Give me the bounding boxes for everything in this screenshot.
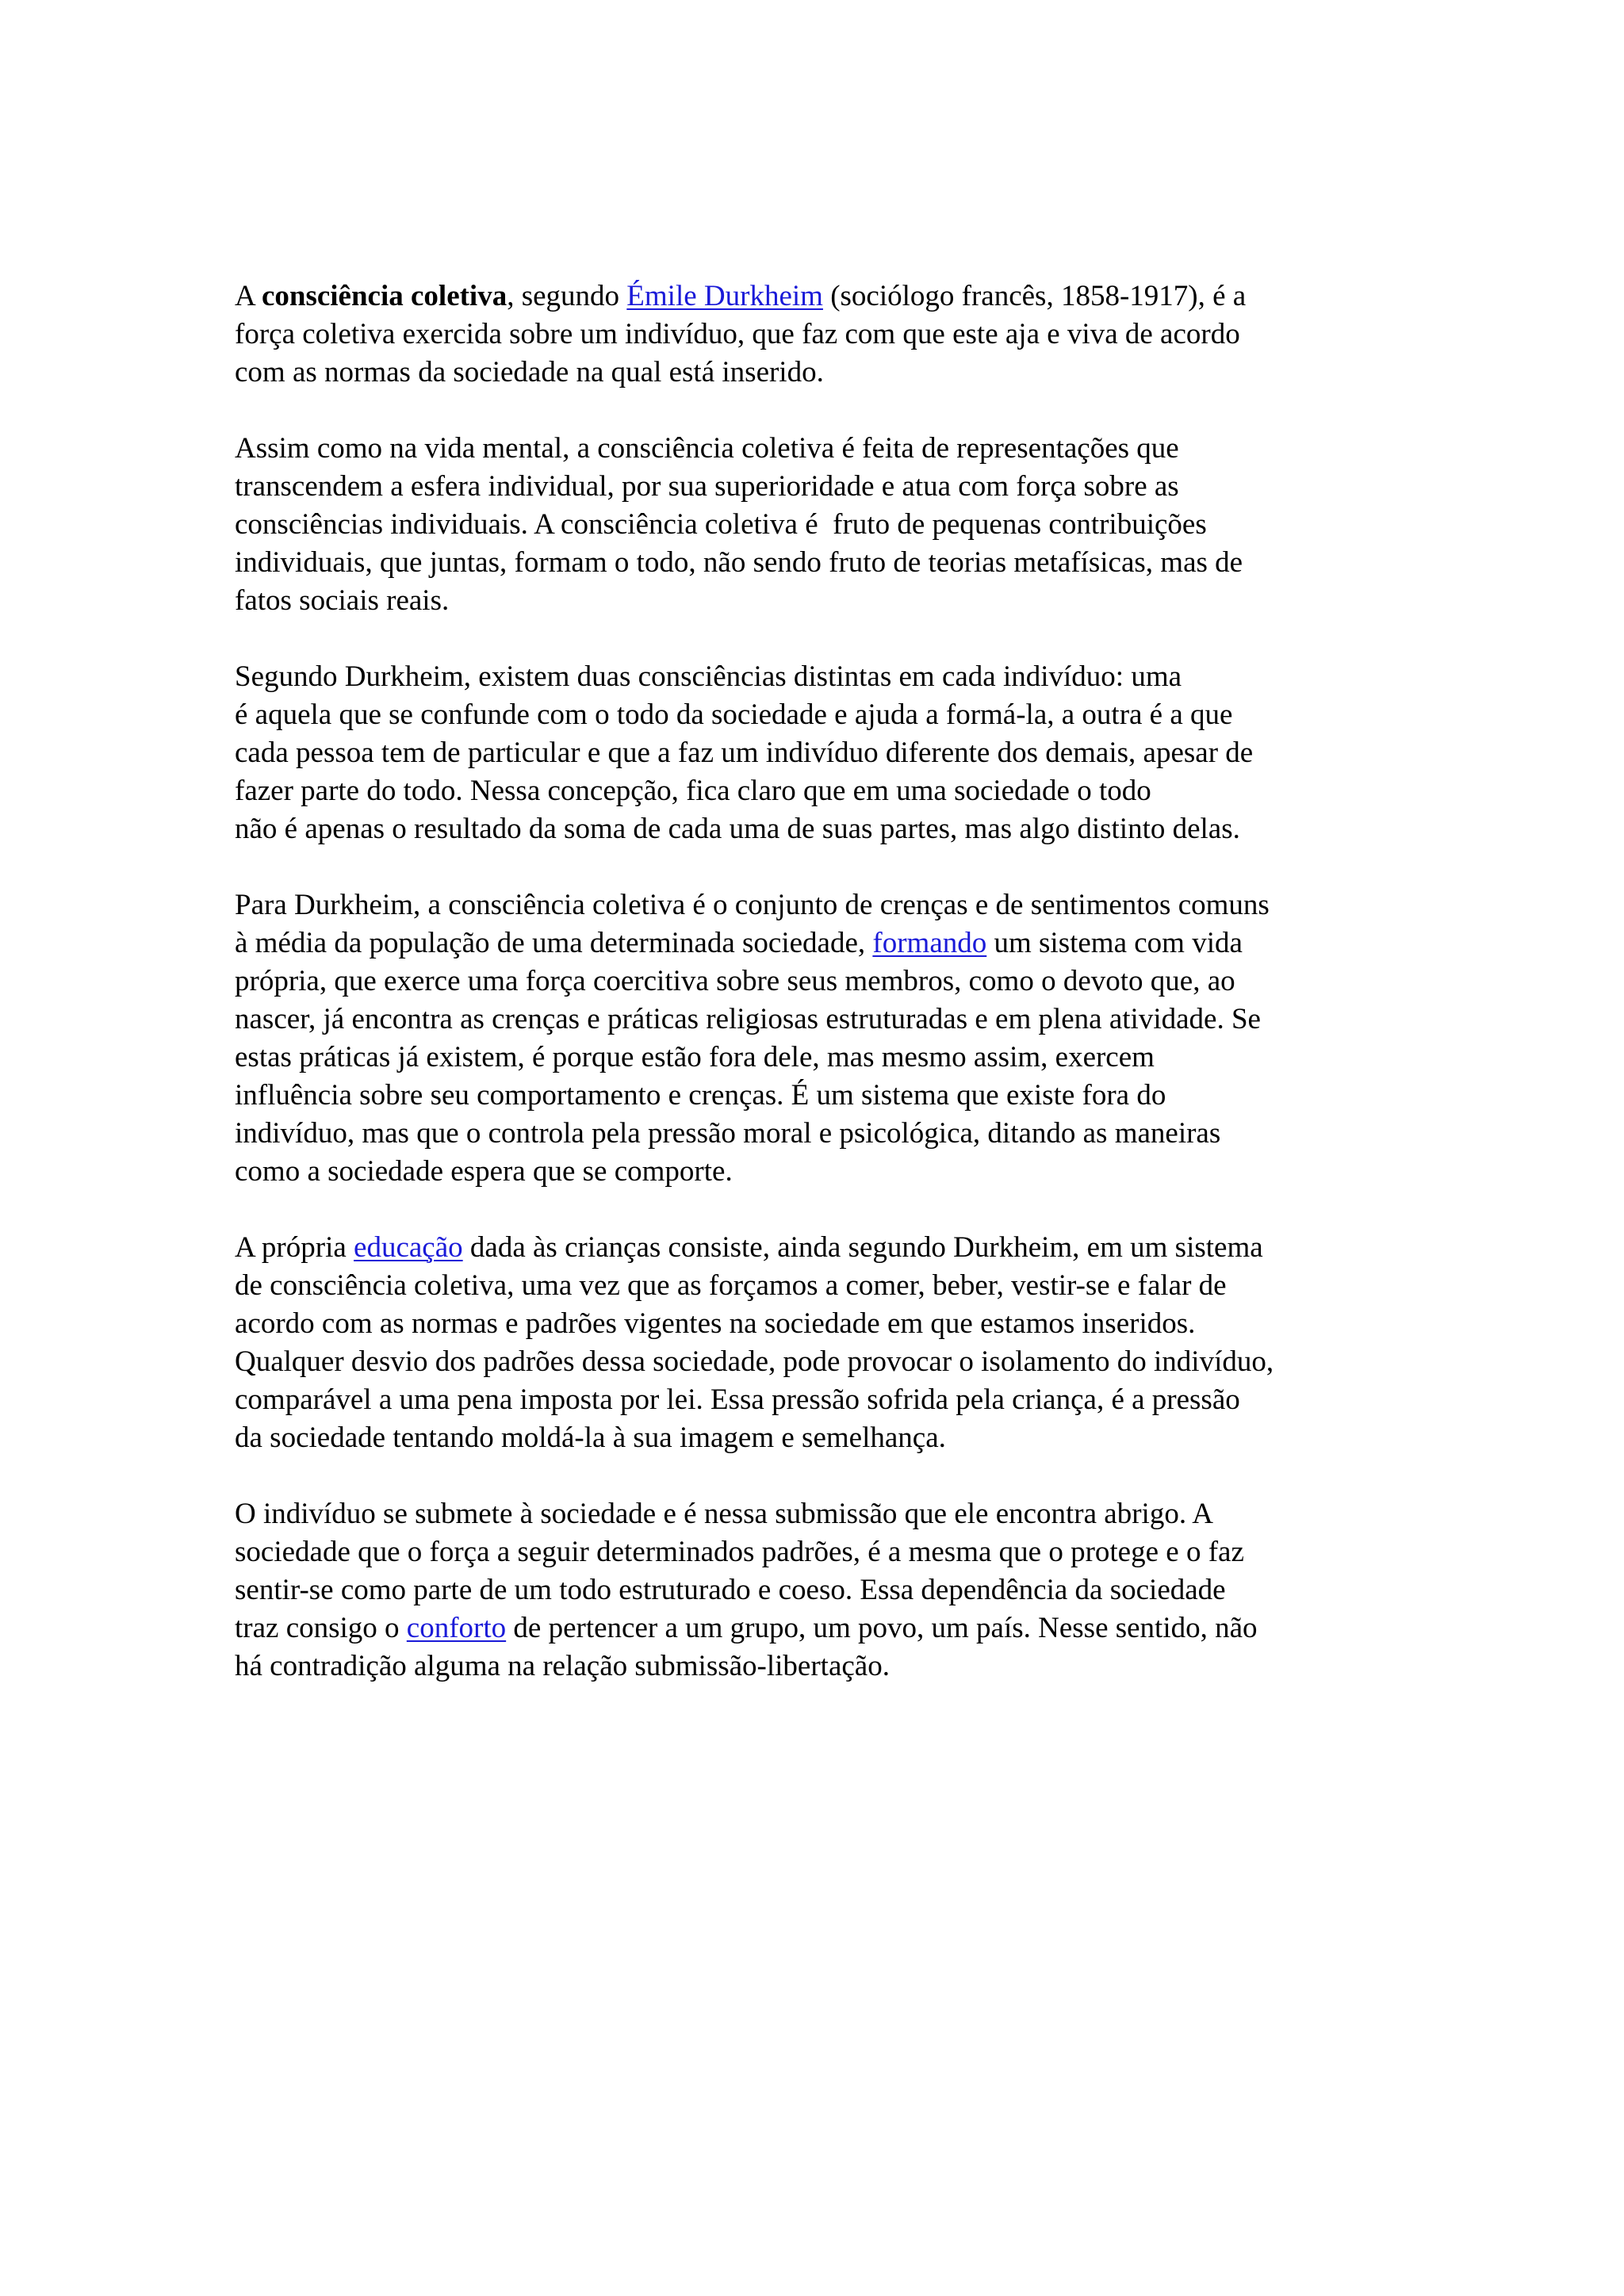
bold-term: consciência coletiva [261, 280, 508, 312]
text-line [235, 772, 1424, 810]
text-segment: cada pessoa tem de particular e que a faz um indivíduo diferente dos demais, apesar de [235, 737, 1254, 769]
text-segment: consciências individuais. A consciência coletiva é fruto de pequenas contribuições [235, 508, 1207, 541]
link-conforto[interactable]: conforto [406, 1612, 507, 1644]
text-segment: sociedade que o força a seguir determinados padrões, é a mesma que o protege e o faz [235, 1536, 1244, 1568]
paragraph [235, 658, 1424, 848]
text-segment: um sistema com vida [986, 927, 1243, 959]
text-segment: com as normas da sociedade na qual está inserido. [235, 356, 824, 388]
text-segment: indivíduo, mas que o controla pela pressão moral e psicológica, ditando as maneiras [235, 1117, 1221, 1150]
text-line [235, 734, 1424, 772]
text-segment: à média da população de uma determinada sociedade, [235, 927, 873, 959]
text-segment: não é apenas o resultado da soma de cada uma de suas partes, mas algo distinto delas. [235, 813, 1240, 845]
text-line [235, 506, 1424, 544]
text-line [235, 1533, 1424, 1571]
text-line [235, 1381, 1424, 1419]
text-line [235, 886, 1424, 924]
text-line [235, 1153, 1424, 1191]
paragraph [235, 1495, 1424, 1686]
text-line [235, 962, 1424, 1001]
text-line [235, 316, 1424, 354]
text-line [235, 658, 1424, 696]
text-segment: Segundo Durkheim, existem duas consciências distintas em cada indivíduo: uma [235, 660, 1182, 693]
text-segment: O indivíduo se submete à sociedade e é nessa submissão que ele encontra abrigo. A [235, 1498, 1214, 1530]
text-line [235, 1229, 1424, 1267]
text-segment: como a sociedade espera que se comporte. [235, 1155, 733, 1188]
paragraph [235, 430, 1424, 620]
document-body [235, 277, 1424, 1724]
text-line [235, 924, 1424, 962]
text-line [235, 1495, 1424, 1533]
text-line [235, 696, 1424, 734]
paragraph [235, 277, 1424, 392]
text-segment: da sociedade tentando moldá-la à sua imagem e semelhança. [235, 1422, 946, 1454]
text-line [235, 582, 1424, 620]
text-segment: A própria [235, 1231, 354, 1264]
link-educacao[interactable]: educação [354, 1231, 463, 1264]
text-line [235, 1305, 1424, 1343]
text-segment: é aquela que se confunde com o todo da sociedade e ajuda a formá-la, a outra é a que [235, 698, 1233, 731]
text-line [235, 1343, 1424, 1381]
text-segment: Para Durkheim, a consciência coletiva é o conjunto de crenças e de sentimentos comuns [235, 889, 1270, 921]
text-segment: fazer parte do todo. Nessa concepção, fica claro que em uma sociedade o todo [235, 775, 1151, 807]
link-formando[interactable]: formando [872, 927, 987, 959]
text-segment: traz consigo o [235, 1612, 407, 1644]
text-segment: (sociólogo francês, 1858-1917), é a [822, 280, 1247, 312]
text-line [235, 1001, 1424, 1039]
text-line [235, 1571, 1424, 1609]
text-line [235, 544, 1424, 582]
text-segment: dada às crianças consiste, ainda segundo Durkheim, em um sistema [462, 1231, 1263, 1264]
text-segment: A [235, 280, 262, 312]
text-line [235, 1077, 1424, 1115]
text-line [235, 430, 1424, 468]
text-line [235, 1039, 1424, 1077]
text-segment: acordo com as normas e padrões vigentes na sociedade em que estamos inseridos. [235, 1307, 1196, 1340]
text-segment: comparável a uma pena imposta por lei. Essa pressão sofrida pela criança, é a pressão [235, 1383, 1240, 1416]
text-segment: individuais, que juntas, formam o todo, não sendo fruto de teorias metafísicas, mas de [235, 546, 1243, 579]
text-segment: força coletiva exercida sobre um indivíduo, que faz com que este aja e viva de acordo [235, 318, 1240, 350]
text-line [235, 1115, 1424, 1153]
paragraph [235, 886, 1424, 1191]
text-segment: nascer, já encontra as crenças e práticas religiosas estruturadas e em plena atividade. Se [235, 1003, 1261, 1035]
text-line [235, 1647, 1424, 1686]
text-segment: estas práticas já existem, é porque estão fora dele, mas mesmo assim, exercem [235, 1041, 1155, 1073]
text-line [235, 468, 1424, 506]
text-line [235, 810, 1424, 848]
text-line [235, 277, 1424, 316]
paragraph [235, 1229, 1424, 1457]
text-segment: própria, que exerce uma força coercitiva sobre seus membros, como o devoto que, ao [235, 965, 1235, 997]
text-line [235, 1609, 1424, 1647]
text-line [235, 1419, 1424, 1457]
text-segment: Qualquer desvio dos padrões dessa sociedade, pode provocar o isolamento do indivíduo, [235, 1345, 1274, 1378]
text-segment: transcendem a esfera individual, por sua superioridade e atua com força sobre as [235, 470, 1179, 503]
text-segment: , segundo [507, 280, 627, 312]
link-emile-durkheim[interactable]: Émile Durkheim [626, 280, 823, 312]
text-line [235, 354, 1424, 392]
text-segment: fatos sociais reais. [235, 584, 450, 617]
text-segment: Assim como na vida mental, a consciência coletiva é feita de representações que [235, 432, 1179, 465]
text-segment: sentir-se como parte de um todo estruturado e coeso. Essa dependência da sociedade [235, 1574, 1226, 1606]
text-segment: de pertencer a um grupo, um povo, um país. Nesse sentido, não [506, 1612, 1258, 1644]
text-segment: influência sobre seu comportamento e crenças. É um sistema que existe fora do [235, 1079, 1166, 1112]
text-line [235, 1267, 1424, 1305]
text-segment: há contradição alguma na relação submissão-libertação. [235, 1650, 890, 1682]
text-segment: de consciência coletiva, uma vez que as forçamos a comer, beber, vestir-se e falar de [235, 1269, 1227, 1302]
